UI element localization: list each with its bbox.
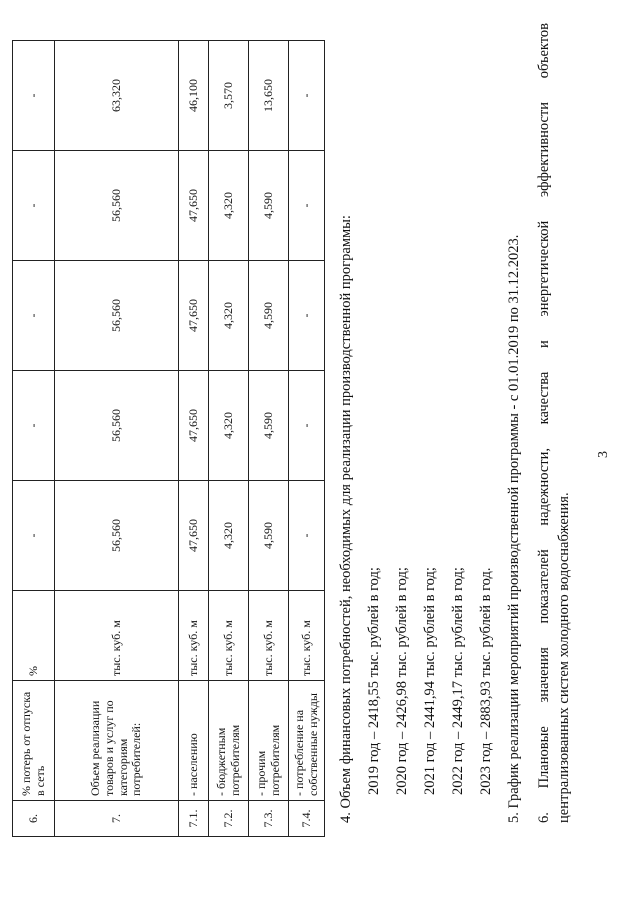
row-value: - [13, 41, 55, 151]
row-unit: тыс. куб. м [55, 591, 179, 681]
section-6-line-1: 6. Плановые значения показателей надежности, качества и энергетической эффективности объектов [536, 23, 552, 823]
row-value: - [289, 151, 325, 261]
row-value: 4,320 [209, 261, 249, 371]
table-row [13, 41, 55, 837]
row-name: - потребление на собственные нужды [289, 681, 325, 801]
row-value: 46,100 [179, 41, 209, 151]
row-unit: % [13, 591, 55, 681]
table-row [179, 41, 209, 837]
row-value: 3,570 [209, 41, 249, 151]
row-value: - [289, 481, 325, 591]
row-value: - [13, 151, 55, 261]
row-name: - населению [179, 681, 209, 801]
row-unit: тыс. куб. м [209, 591, 249, 681]
row-number: 7.1. [179, 801, 209, 837]
table-row [55, 41, 179, 837]
row-name: Объем реализации товаров и услуг по категориям потребителей: [55, 681, 179, 801]
row-value: 4,590 [249, 371, 289, 481]
section-6-line-2: централизованных систем холодного водоснабжения. [556, 492, 572, 823]
row-value: - [13, 371, 55, 481]
row-value: 4,590 [249, 151, 289, 261]
row-value: 56,560 [55, 371, 179, 481]
row-value: 4,320 [209, 481, 249, 591]
row-number: 7.3. [249, 801, 289, 837]
table-row [289, 41, 325, 837]
section-5-text: 5. График реализации мероприятий производственной программы - с 01.01.2019 по 31.12.2023. [506, 234, 522, 823]
section-4-heading: 4. Объем финансовых потребностей, необходимых для реализации производственной программы: [338, 215, 354, 823]
row-value: 47,650 [179, 481, 209, 591]
row-number: 7.2. [209, 801, 249, 837]
indicators-table [12, 40, 325, 837]
finance-item-2021: 2021 год – 2441,94 тыс. рублей в год; [422, 567, 438, 795]
row-value: - [13, 261, 55, 371]
row-value: 4,590 [249, 481, 289, 591]
row-unit: тыс. куб. м [289, 591, 325, 681]
row-value: 47,650 [179, 261, 209, 371]
row-name: - прочим потребителям [249, 681, 289, 801]
row-value: - [289, 41, 325, 151]
row-value: 4,320 [209, 151, 249, 261]
finance-item-2023: 2023 год – 2883,93 тыс. рублей в год. [478, 567, 494, 795]
row-unit: тыс. куб. м [249, 591, 289, 681]
row-number: 7.4. [289, 801, 325, 837]
row-value: 47,650 [179, 151, 209, 261]
row-value: - [289, 261, 325, 371]
program-text [332, 23, 574, 823]
row-value: 56,560 [55, 261, 179, 371]
row-value: - [289, 371, 325, 481]
row-number: 7. [55, 801, 179, 837]
row-value: 56,560 [55, 481, 179, 591]
row-value: 4,590 [249, 261, 289, 371]
finance-item-2022: 2022 год – 2449,17 тыс. рублей в год; [450, 567, 466, 795]
table-row [249, 41, 289, 837]
finance-item-2020: 2020 год – 2426,98 тыс. рублей в год; [394, 567, 410, 795]
row-value: 47,650 [179, 371, 209, 481]
finance-item-2019: 2019 год – 2418,55 тыс. рублей в год; [366, 567, 382, 795]
row-name: - бюджетным потребителям [209, 681, 249, 801]
row-value: - [13, 481, 55, 591]
page-number: 3 [596, 451, 611, 458]
row-value: 13,650 [249, 41, 289, 151]
row-value: 4,320 [209, 371, 249, 481]
row-number: 6. [13, 801, 55, 837]
row-value: 63,320 [55, 41, 179, 151]
row-unit: тыс. куб. м [179, 591, 209, 681]
row-name: % потерь от отпуска в сеть [13, 681, 55, 801]
row-value: 56,560 [55, 151, 179, 261]
table-row [209, 41, 249, 837]
